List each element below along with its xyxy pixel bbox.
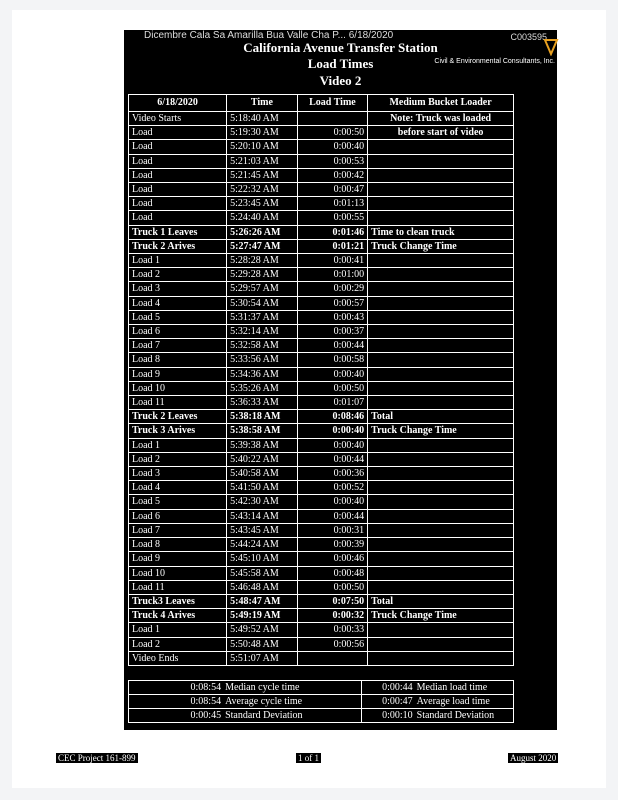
row-load-time: 0:00:48: [297, 566, 367, 580]
table-row: [129, 168, 514, 182]
table-header-row: [129, 95, 514, 112]
table-row: [129, 452, 514, 466]
row-label: Load: [129, 154, 227, 168]
row-time: 5:49:52 AM: [227, 623, 298, 637]
row-time: 5:35:26 AM: [227, 381, 298, 395]
table-row: [129, 339, 514, 353]
row-label: Truck 3 Arives: [129, 424, 227, 438]
table-row: [129, 410, 514, 424]
row-note: [368, 353, 514, 367]
stat-label: Average load time: [415, 695, 514, 709]
table-row: [129, 651, 514, 665]
row-label: Truck 4 Arives: [129, 609, 227, 623]
row-time: 5:44:24 AM: [227, 538, 298, 552]
table-row: [129, 538, 514, 552]
stats-row: [129, 709, 514, 723]
row-label: Load: [129, 197, 227, 211]
row-time: 5:33:56 AM: [227, 353, 298, 367]
stat-value: 0:08:54: [129, 681, 224, 695]
row-time: 5:43:45 AM: [227, 523, 298, 537]
row-note: [368, 438, 514, 452]
table-row: [129, 325, 514, 339]
row-label: Load 6: [129, 509, 227, 523]
row-load-time: 0:00:29: [297, 282, 367, 296]
row-label: Load: [129, 168, 227, 182]
row-label: Truck 2 Leaves: [129, 410, 227, 424]
row-load-time: 0:00:55: [297, 211, 367, 225]
row-time: 5:40:58 AM: [227, 467, 298, 481]
scanned-sheet: [124, 30, 557, 730]
row-label: Load 8: [129, 353, 227, 367]
row-time: 5:27:47 AM: [227, 239, 298, 253]
row-note: [368, 296, 514, 310]
row-load-time: 0:00:44: [297, 509, 367, 523]
row-load-time: 0:01:46: [297, 225, 367, 239]
row-note: Note: Truck was loaded: [368, 112, 514, 126]
row-note: [368, 168, 514, 182]
table-row: [129, 495, 514, 509]
row-load-time: 0:00:40: [297, 140, 367, 154]
row-label: Truck3 Leaves: [129, 594, 227, 608]
header-load-time: Load Time: [297, 95, 367, 112]
row-time: 5:28:28 AM: [227, 254, 298, 268]
row-load-time: 0:00:43: [297, 310, 367, 324]
row-load-time: [297, 651, 367, 665]
table-row: [129, 467, 514, 481]
row-time: 5:29:57 AM: [227, 282, 298, 296]
row-load-time: 0:00:36: [297, 467, 367, 481]
table-row: [129, 254, 514, 268]
row-load-time: 0:00:47: [297, 183, 367, 197]
row-time: 5:36:33 AM: [227, 396, 298, 410]
row-load-time: 0:00:50: [297, 126, 367, 140]
row-label: Truck 2 Arives: [129, 239, 227, 253]
row-time: 5:38:58 AM: [227, 424, 298, 438]
table-row: [129, 396, 514, 410]
row-load-time: 0:00:44: [297, 452, 367, 466]
row-load-time: 0:00:52: [297, 481, 367, 495]
row-note: Truck Change Time: [368, 609, 514, 623]
row-note: [368, 651, 514, 665]
table-row: [129, 126, 514, 140]
row-note: [368, 452, 514, 466]
row-label: Load 7: [129, 523, 227, 537]
footer-project: CEC Project 161-899: [58, 753, 136, 763]
row-time: 5:20:10 AM: [227, 140, 298, 154]
table-row: [129, 637, 514, 651]
row-load-time: 0:00:42: [297, 168, 367, 182]
row-time: 5:21:45 AM: [227, 168, 298, 182]
table-row: [129, 183, 514, 197]
row-time: 5:45:58 AM: [227, 566, 298, 580]
table-row: [129, 566, 514, 580]
row-time: 5:31:37 AM: [227, 310, 298, 324]
row-note: [368, 495, 514, 509]
row-time: 5:42:30 AM: [227, 495, 298, 509]
header-scan-text: Dicembre Cala Sa Amarilla Bua Valle Cha P... 6/18/2020: [144, 30, 394, 41]
row-time: 5:23:45 AM: [227, 197, 298, 211]
video-label: Video 2: [319, 73, 362, 88]
row-time: 5:22:32 AM: [227, 183, 298, 197]
row-label: Load 11: [129, 396, 227, 410]
row-time: 5:24:40 AM: [227, 211, 298, 225]
row-label: Load 9: [129, 552, 227, 566]
row-load-time: 0:07:50: [297, 594, 367, 608]
row-label: Video Starts: [129, 112, 227, 126]
row-load-time: 0:00:40: [297, 367, 367, 381]
row-load-time: 0:00:32: [297, 609, 367, 623]
row-time: 5:32:58 AM: [227, 339, 298, 353]
header-date: 6/18/2020: [129, 95, 227, 112]
stat-value: 0:00:45: [129, 709, 224, 723]
row-label: Load 4: [129, 296, 227, 310]
table-row: [129, 552, 514, 566]
row-time: 5:48:47 AM: [227, 594, 298, 608]
document-page: [12, 10, 606, 788]
row-load-time: 0:00:40: [297, 438, 367, 452]
row-note: [368, 509, 514, 523]
row-note: [368, 140, 514, 154]
row-load-time: 0:00:50: [297, 580, 367, 594]
row-label: Load: [129, 126, 227, 140]
row-time: 5:30:54 AM: [227, 296, 298, 310]
table-row: [129, 381, 514, 395]
row-load-time: 0:00:40: [297, 495, 367, 509]
stat-label: Standard Deviation: [223, 709, 362, 723]
row-label: Load 2: [129, 637, 227, 651]
row-note: [368, 637, 514, 651]
row-note: [368, 154, 514, 168]
row-time: 5:50:48 AM: [227, 637, 298, 651]
row-note: Total: [368, 594, 514, 608]
row-note: Total: [368, 410, 514, 424]
table-row: [129, 367, 514, 381]
row-note: [368, 538, 514, 552]
row-label: Load: [129, 140, 227, 154]
row-load-time: 0:00:56: [297, 637, 367, 651]
row-label: Load: [129, 211, 227, 225]
row-note: [368, 183, 514, 197]
row-load-time: 0:00:41: [297, 254, 367, 268]
row-note: [368, 197, 514, 211]
row-load-time: 0:00:46: [297, 552, 367, 566]
row-time: 5:39:38 AM: [227, 438, 298, 452]
document-title: California Avenue Transfer Station: [243, 40, 438, 55]
stat-label: Median cycle time: [223, 681, 362, 695]
table-row: [129, 481, 514, 495]
row-load-time: 0:08:46: [297, 410, 367, 424]
row-time: 5:41:50 AM: [227, 481, 298, 495]
stat-label: Standard Deviation: [415, 709, 514, 723]
summary-stats-table: [128, 680, 514, 723]
stat-value: 0:00:10: [362, 709, 415, 723]
row-time: 5:32:14 AM: [227, 325, 298, 339]
footer-page-number: 1 of 1: [298, 753, 319, 763]
load-times-table: [128, 94, 514, 666]
row-note: [368, 268, 514, 282]
row-label: Load 1: [129, 623, 227, 637]
row-label: Truck 1 Leaves: [129, 225, 227, 239]
row-load-time: 0:01:21: [297, 239, 367, 253]
row-note: [368, 552, 514, 566]
stats-row: [129, 695, 514, 709]
row-note: [368, 523, 514, 537]
row-load-time: 0:00:44: [297, 339, 367, 353]
row-note: before start of video: [368, 126, 514, 140]
row-note: [368, 481, 514, 495]
row-time: 5:40:22 AM: [227, 452, 298, 466]
row-label: Load 10: [129, 381, 227, 395]
table-row: [129, 282, 514, 296]
row-time: 5:49:19 AM: [227, 609, 298, 623]
row-load-time: 0:00:31: [297, 523, 367, 537]
stat-value: 0:00:47: [362, 695, 415, 709]
row-time: 5:51:07 AM: [227, 651, 298, 665]
row-load-time: 0:01:13: [297, 197, 367, 211]
row-load-time: 0:00:53: [297, 154, 367, 168]
row-load-time: 0:00:57: [297, 296, 367, 310]
row-note: Truck Change Time: [368, 239, 514, 253]
row-load-time: 0:00:33: [297, 623, 367, 637]
table-row: [129, 197, 514, 211]
stat-value: 0:08:54: [129, 695, 224, 709]
row-load-time: 0:00:50: [297, 381, 367, 395]
table-row: [129, 609, 514, 623]
row-label: Load 3: [129, 282, 227, 296]
row-note: [368, 396, 514, 410]
row-label: Load 2: [129, 268, 227, 282]
row-note: Truck Change Time: [368, 424, 514, 438]
row-time: 5:34:36 AM: [227, 367, 298, 381]
header-time: Time: [227, 95, 298, 112]
row-label: Load 8: [129, 538, 227, 552]
row-note: [368, 282, 514, 296]
row-note: [368, 367, 514, 381]
table-row: [129, 580, 514, 594]
row-note: [368, 580, 514, 594]
row-note: Time to clean truck: [368, 225, 514, 239]
row-label: Load 5: [129, 310, 227, 324]
table-row: [129, 154, 514, 168]
company-name: Civil & Environmental Consultants, Inc.: [434, 58, 555, 65]
row-time: 5:38:18 AM: [227, 410, 298, 424]
table-row: [129, 140, 514, 154]
table-row: [129, 594, 514, 608]
row-time: 5:21:03 AM: [227, 154, 298, 168]
row-note: [368, 339, 514, 353]
row-label: Load 11: [129, 580, 227, 594]
row-time: 5:18:40 AM: [227, 112, 298, 126]
row-label: Load 10: [129, 566, 227, 580]
table-row: [129, 438, 514, 452]
table-row: [129, 509, 514, 523]
row-label: Load 3: [129, 467, 227, 481]
table-row: [129, 296, 514, 310]
row-note: [368, 254, 514, 268]
row-time: 5:29:28 AM: [227, 268, 298, 282]
row-load-time: 0:00:40: [297, 424, 367, 438]
row-note: [368, 381, 514, 395]
row-time: 5:45:10 AM: [227, 552, 298, 566]
row-label: Load 9: [129, 367, 227, 381]
table-row: [129, 623, 514, 637]
row-load-time: 0:01:07: [297, 396, 367, 410]
stat-label: Average cycle time: [223, 695, 362, 709]
table-row: [129, 424, 514, 438]
row-note: [368, 211, 514, 225]
row-note: [368, 325, 514, 339]
row-time: 5:19:30 AM: [227, 126, 298, 140]
table-row: [129, 112, 514, 126]
row-time: 5:46:48 AM: [227, 580, 298, 594]
row-label: Load 7: [129, 339, 227, 353]
row-label: Load: [129, 183, 227, 197]
stats-row: [129, 681, 514, 695]
table-row: [129, 268, 514, 282]
row-label: Load 1: [129, 254, 227, 268]
row-note: [368, 467, 514, 481]
row-note: [368, 623, 514, 637]
table-row: [129, 211, 514, 225]
row-label: Load 5: [129, 495, 227, 509]
table-row: [129, 353, 514, 367]
stat-label: Median load time: [415, 681, 514, 695]
row-label: Video Ends: [129, 651, 227, 665]
stat-value: 0:00:44: [362, 681, 415, 695]
header-equipment: Medium Bucket Loader: [368, 95, 514, 112]
row-time: 5:43:14 AM: [227, 509, 298, 523]
row-load-time: 0:00:58: [297, 353, 367, 367]
document-code: C003595: [510, 32, 547, 42]
footer-date: August 2020: [510, 753, 557, 763]
row-note: [368, 310, 514, 324]
table-row: [129, 225, 514, 239]
row-label: Load 2: [129, 452, 227, 466]
row-note: [368, 566, 514, 580]
row-label: Load 6: [129, 325, 227, 339]
row-label: Load 1: [129, 438, 227, 452]
row-load-time: [297, 112, 367, 126]
table-row: [129, 523, 514, 537]
row-load-time: 0:00:37: [297, 325, 367, 339]
table-row: [129, 239, 514, 253]
document-subtitle: Load Times: [307, 56, 374, 71]
row-load-time: 0:01:00: [297, 268, 367, 282]
row-time: 5:26:26 AM: [227, 225, 298, 239]
table-row: [129, 310, 514, 324]
row-load-time: 0:00:39: [297, 538, 367, 552]
row-label: Load 4: [129, 481, 227, 495]
